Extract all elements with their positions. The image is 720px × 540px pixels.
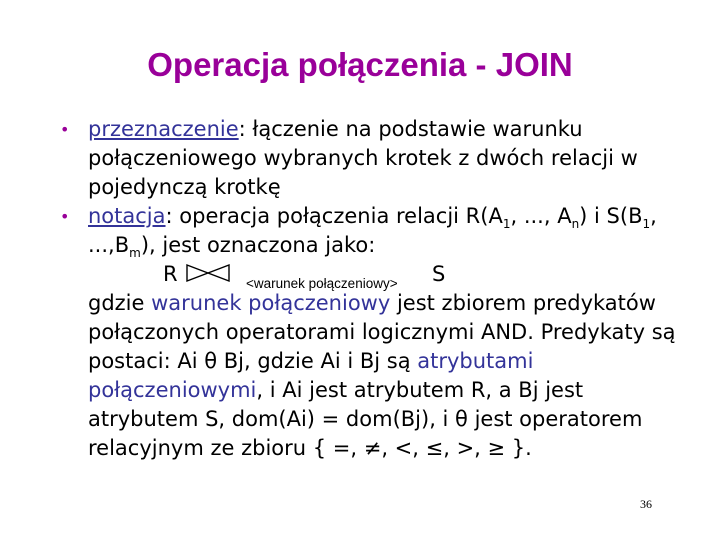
- join-condition: <warunek połączeniowy>: [246, 276, 398, 291]
- term-purpose-link[interactable]: przeznaczenie: [88, 117, 239, 141]
- join-right-relation: S: [432, 262, 446, 286]
- notation-text: ) i S(B: [579, 204, 643, 228]
- purpose-text: : łączenie na podstawie warunku połączeniowego wybranych krotek z dwóch relacji w pojedynczą krotkę: [88, 117, 638, 199]
- condition-description: [88, 289, 680, 463]
- description-text: jest zbiorem predykatów połączonych operatorami logicznymi AND. Predykaty są postaci: Ai θ Bj, gdzie Ai i Bj są: [88, 291, 676, 373]
- slide-title: Operacja połączenia - JOIN: [147, 46, 573, 83]
- bullet-icon: •: [60, 207, 70, 226]
- bowtie-join-icon: [185, 263, 231, 283]
- join-attributes-term: atrybutami połączeniowymi: [88, 349, 534, 402]
- notation-text: ), jest oznaczona jako:: [140, 233, 376, 257]
- join-expression: [88, 260, 680, 289]
- subscript: n: [571, 217, 580, 232]
- notation-text: : operacja połączenia relacji R(A: [165, 204, 503, 228]
- notation-text: , ...,B: [88, 204, 657, 257]
- slide-body: [60, 115, 680, 463]
- description-text: , i Ai jest atrybutem R, a Bj jest atrybutem S, dom(Ai) = dom(Bj), i θ jest operatorem relacyjnym ze zbioru { =, ≠, <, ≤, >, ≥ }.: [88, 378, 643, 460]
- page-number: 36: [640, 497, 652, 511]
- join-condition-term: warunek połączeniowy: [151, 291, 391, 315]
- subscript: m: [129, 246, 141, 261]
- subscript: 1: [642, 217, 651, 232]
- bullet-notation: [60, 202, 680, 463]
- join-left-relation: R: [163, 262, 178, 286]
- bullet-icon: •: [60, 120, 70, 139]
- bullet-purpose: [60, 115, 680, 202]
- notation-text: , ..., A: [510, 204, 572, 228]
- subscript: 1: [502, 217, 511, 232]
- description-text: gdzie: [88, 291, 152, 315]
- term-notation-link[interactable]: notacja: [88, 204, 166, 228]
